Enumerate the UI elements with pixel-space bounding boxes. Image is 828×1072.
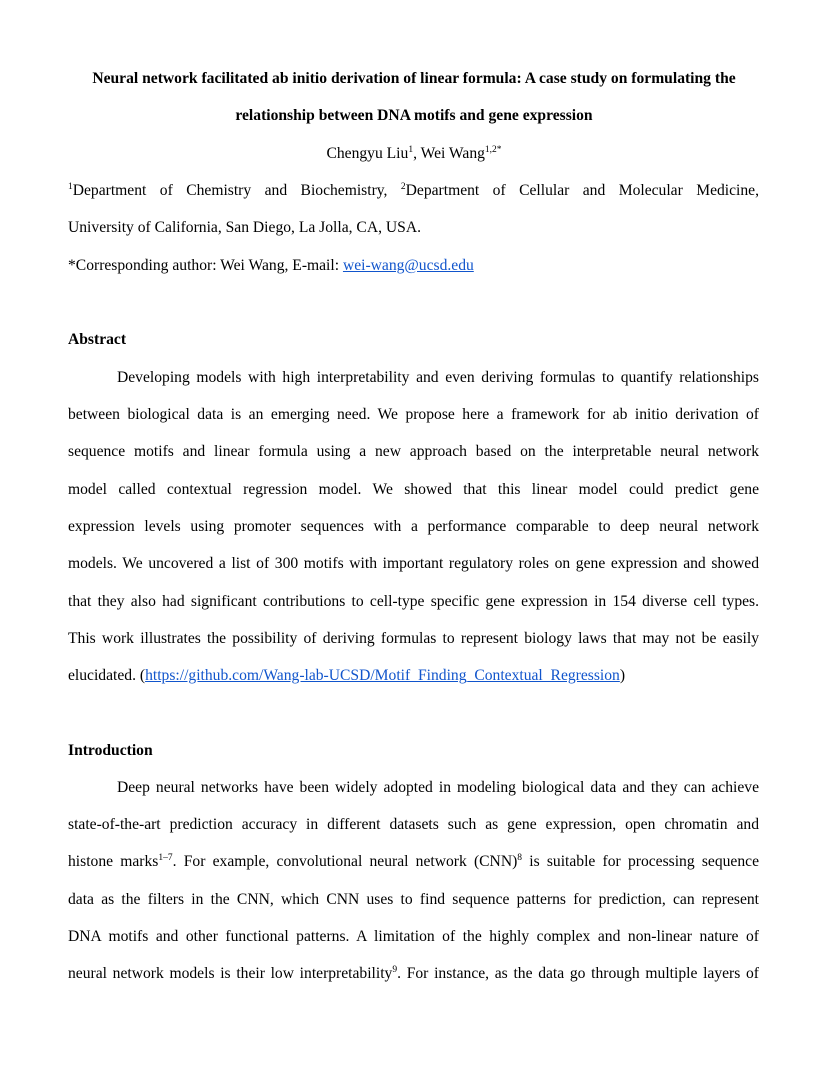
abstract-heading: Abstract — [68, 331, 127, 348]
abstract-line-2: between biological data is an emerging need. We propose here a framework for ab initio derivation of — [68, 406, 759, 423]
intro-line-3-text-c: is suitable for processing sequence — [522, 853, 759, 870]
author-separator: , — [413, 145, 421, 162]
abstract-line-7: that they also had significant contributions to cell-type specific gene expression in 154 diverse cell types. — [68, 593, 759, 610]
intro-line-6-text-b: . For instance, as the data go through multiple layers of — [397, 965, 759, 982]
affiliation-1-text: Department of Chemistry and Biochemistry, — [72, 182, 401, 199]
title-line-2: relationship between DNA motifs and gene expression — [235, 107, 593, 124]
author-2: Wei Wang — [420, 145, 485, 162]
intro-line-6 — [68, 964, 759, 984]
abstract-line-6: models. We uncovered a list of 300 motifs with important regulatory roles on gene expression and showed — [68, 555, 759, 572]
corresponding-author-label: *Corresponding author: Wei Wang, E-mail: — [68, 257, 343, 274]
citation-8: 8 — [517, 853, 523, 863]
introduction-heading: Introduction — [68, 742, 153, 759]
affiliation-2-text: Department of Cellular and Molecular Medicine, — [405, 182, 759, 199]
abstract-line-5: expression levels using promoter sequences with a performance comparable to deep neural network — [68, 518, 759, 535]
abstract-line-1: Developing models with high interpretability and even deriving formulas to quantify relationships — [117, 369, 759, 386]
abstract-line-9 — [68, 666, 759, 686]
affiliation-1-marker: 1 — [68, 182, 73, 192]
intro-line-4: data as the filters in the CNN, which CNN uses to find sequence patterns for prediction, can represent — [68, 891, 759, 908]
affiliation-2-marker: 2 — [400, 182, 406, 192]
author-1-affiliation: 1 — [408, 145, 414, 155]
intro-line-3-text-a: histone marks — [68, 853, 159, 870]
email-link[interactable]: wei-wang@ucsd.edu — [342, 257, 474, 274]
title-line-1: Neural network facilitated ab initio derivation of linear formula: A case study on formulating the — [92, 70, 736, 87]
corresponding-author — [68, 256, 759, 276]
citation-1-7: 1–7 — [158, 853, 173, 863]
author-2-affiliation: 1,2* — [484, 145, 502, 155]
citation-9: 9 — [392, 965, 398, 975]
author-1: Chengyu Liu — [326, 145, 409, 162]
intro-line-6-text-a: neural network models is their low interpretability — [68, 965, 393, 982]
affiliation-line-1 — [68, 181, 759, 201]
authors — [0, 144, 828, 164]
abstract-line-3: sequence motifs and linear formula using a new approach based on the interpretable neural network — [68, 443, 759, 460]
intro-line-5: DNA motifs and other functional patterns. A limitation of the highly complex and non-linear nature of — [68, 928, 759, 945]
abstract-line-8: This work illustrates the possibility of deriving formulas to represent biology laws that may not be easily — [68, 630, 759, 647]
abstract-line-4: model called contextual regression model. We showed that this linear model could predict gene — [68, 481, 759, 498]
affiliation-line-2: University of California, San Diego, La Jolla, CA, USA. — [68, 219, 421, 236]
abstract-last-text: elucidated. ( — [68, 667, 146, 684]
abstract-last-paren: ) — [619, 667, 626, 684]
intro-line-3 — [68, 852, 759, 872]
github-link[interactable]: https://github.com/Wang-lab-UCSD/Motif_Finding_Contextual_Regression — [145, 667, 620, 684]
intro-line-3-text-b: . For example, convolutional neural network (CNN) — [172, 853, 518, 870]
intro-line-1: Deep neural networks have been widely adopted in modeling biological data and they can achieve — [117, 779, 759, 796]
intro-line-2: state-of-the-art prediction accuracy in different datasets such as gene expression, open chromatin and — [68, 816, 759, 833]
